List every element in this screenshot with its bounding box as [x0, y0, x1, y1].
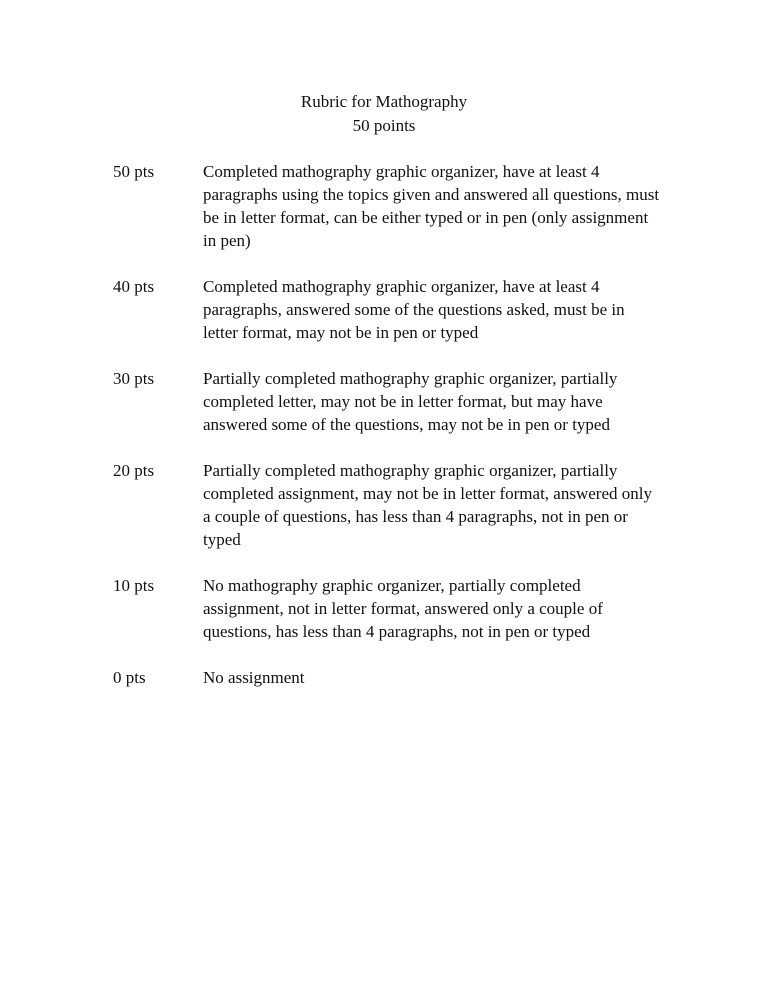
document-header	[0, 90, 768, 138]
rubric-points: 20 pts	[113, 461, 155, 480]
rubric-description: Partially completed mathography graphic organizer, partially completed assignment, may not be in letter format, answered only a couple of questions, has less than 4 paragraphs, not in pen or typed	[203, 461, 652, 549]
rubric-description: Completed mathography graphic organizer, have at least 4 paragraphs using the topics given and answered all questions, must be in letter format, can be either typed or in pen (only assignment in pen)	[203, 162, 660, 250]
rubric-points: 40 pts	[113, 277, 155, 296]
rubric-row-10	[113, 574, 673, 643]
rubric-points: 30 pts	[113, 369, 155, 388]
rubric-row-20	[113, 459, 673, 551]
rubric-points: 50 pts	[113, 162, 155, 181]
rubric-points: 10 pts	[113, 576, 155, 595]
rubric-list	[113, 160, 673, 712]
rubric-row-0	[113, 666, 673, 689]
rubric-description: Partially completed mathography graphic organizer, partially completed letter, may not be in letter format, but may have answered some of the questions, may not be in pen or typed	[203, 369, 618, 434]
rubric-description: Completed mathography graphic organizer, have at least 4 paragraphs, answered some of the questions asked, must be in letter format, may not be in pen or typed	[203, 277, 625, 342]
rubric-description: No mathography graphic organizer, partially completed assignment, not in letter format, answered only a couple of questions, has less than 4 paragraphs, not in pen or typed	[203, 576, 603, 641]
rubric-row-30	[113, 367, 673, 436]
document-subtitle: 50 points	[352, 116, 416, 135]
rubric-points: 0 pts	[113, 668, 146, 687]
rubric-row-40	[113, 275, 673, 344]
document-title: Rubric for Mathography	[300, 92, 468, 111]
rubric-row-50	[113, 160, 673, 252]
rubric-description: No assignment	[203, 668, 305, 687]
